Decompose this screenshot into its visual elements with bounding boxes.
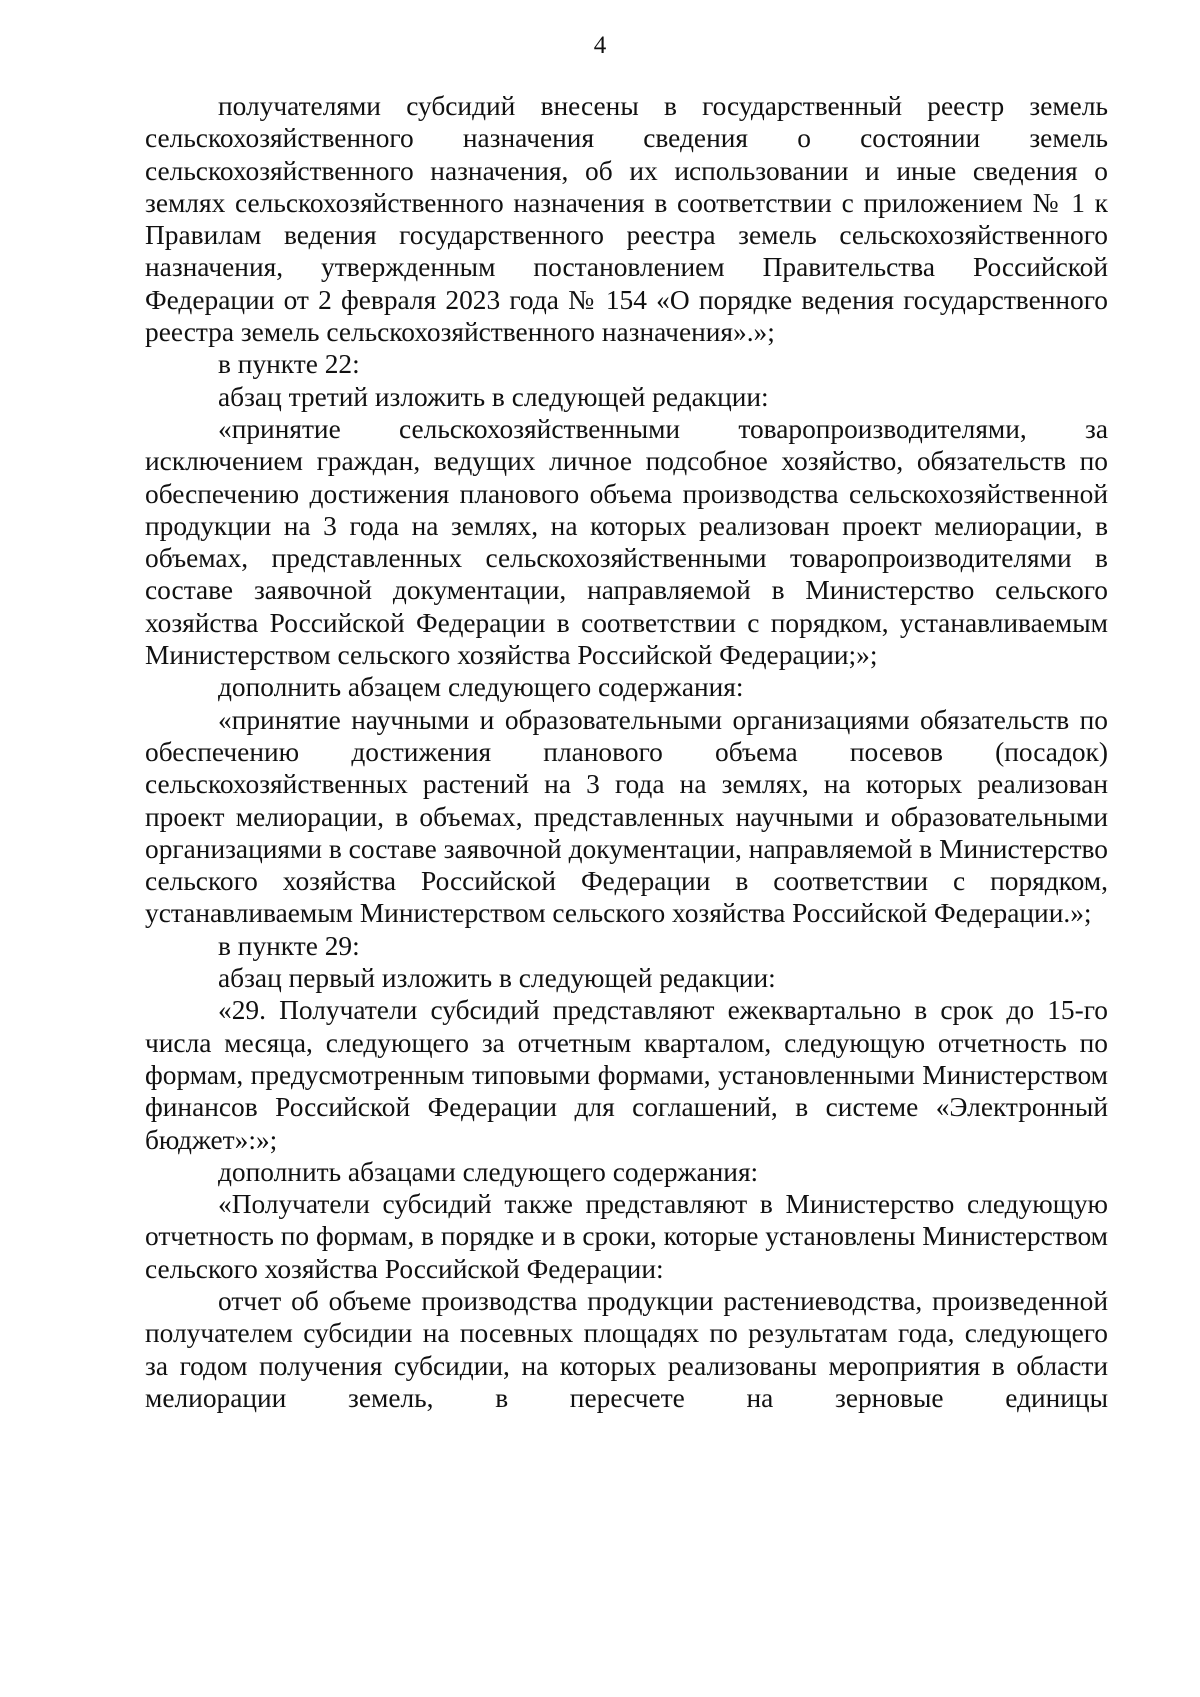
paragraph-additional-reporting: «Получатели субсидий также представляют в Министерство следующую отчетность по формам, в порядке и в сроки, которые установлены Министерством сельского хозяйства Российской Федерации: — [145, 1189, 1108, 1284]
paragraph-add-abzacs: дополнить абзацами следующего содержания: — [218, 1156, 759, 1187]
document-body — [145, 90, 1108, 1414]
paragraph-add-abzac: дополнить абзацем следующего содержания: — [218, 672, 744, 703]
paragraph-production-report: отчет об объеме производства продукции растениеводства, произведенной получателем субсидии на посевных площадях по результатам года, следующего за годом получения субсидии, на которых реализованы мероприятия в области мелиорации земель, в пересчете на зерновые единицы — [145, 1285, 1108, 1413]
paragraph-quarterly-reporting: «29. Получатели субсидий представляют ежеквартально в срок до 15-го числа месяца, следующего за отчетным кварталом, следующую отчетность по формам, предусмотренным типовыми формами, установленными Министерством финансов Российской Федерации для соглашений, в системе «Электронный бюджет»:»; — [145, 995, 1108, 1155]
paragraph-third-abzac: абзац третий изложить в следующей редакции: — [218, 381, 769, 412]
page-number: 4 — [593, 32, 607, 59]
paragraph-first-abzac: абзац первый изложить в следующей редакции: — [218, 963, 776, 994]
paragraph-point-22: в пункте 22: — [218, 349, 360, 380]
paragraph-registry-info: получателями субсидий внесены в государственный реестр земель сельскохозяйственного назначения сведения о состоянии земель сельскохозяйственного назначения, об их использовании и иные сведения о землях сельскохозяйственного назначения в соответствии с приложением № 1 к Правилам ведения государственного реестра земель сельскохозяйственного назначения, утвержденным постановлением Правительства Российской Федерации от 2 февраля 2023 года № 154 «О порядке ведения государственного реестра земель сельскохозяйственного назначения».»; — [145, 91, 1108, 348]
paragraph-point-29: в пункте 29: — [218, 930, 360, 961]
paragraph-scientific-obligations: «принятие научными и образовательными организациями обязательств по обеспечению достижения планового объема посевов (посадок) сельскохозяйственных растений на 3 года на землях, на которых реализован проект мелиорации, в объемах, представленных научными и образовательными организациями в составе заявочной документации, направляемой в Министерство сельского хозяйства Российской Федерации в соответствии с порядком, устанавливаемым Министерством сельского хозяйства Российской Федерации.»; — [145, 704, 1108, 929]
paragraph-producers-obligations: «принятие сельскохозяйственными товаропроизводителями, за исключением граждан, ведущих личное подсобное хозяйство, обязательств по обеспечению достижения планового объема производства сельскохозяйственной продукции на 3 года на землях, на которых реализован проект мелиорации, в объемах, представленных сельскохозяйственными товаропроизводителями в составе заявочной документации, направляемой в Министерство сельского хозяйства Российской Федерации в соответствии с порядком, устанавливаемым Министерством сельского хозяйства Российской Федерации;»; — [145, 413, 1108, 671]
